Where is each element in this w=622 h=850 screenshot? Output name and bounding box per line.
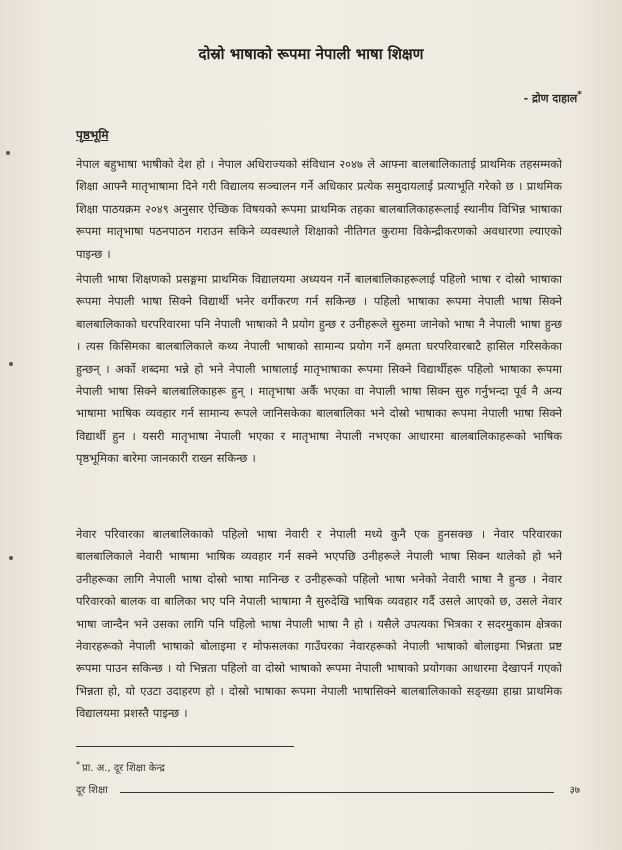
footnote-divider [76, 746, 294, 747]
binding-hole-bottom [9, 556, 13, 560]
footer-rule [120, 792, 554, 793]
page-footer [76, 782, 580, 798]
binding-hole-middle [9, 362, 13, 366]
document-title: दोस्रो भाषाको रूपमा नेपाली भाषा शिक्षण [198, 45, 424, 63]
footer-journal-name: दूर शिक्षा [76, 785, 108, 796]
paragraph-3: नेवार परिवारका बालबालिकाको पहिलो भाषा नेवारी र नेपाली मध्ये कुनै एक हुनसक्छ । नेवार परिवारका बालबालिकाले नेवारी भाषामा भाषिक व्यवहार गर्न सक्ने भएपछि उनीहरूले नेपाली भाषा सिक्न थालेको हो भने उनीहरूका लागि नेपाली भाषा दोस्रो भाषा मानिन्छ र उनीहरूको पहिलो भाषा भनेको नेवारी भाषा नै हुन्छ । नेवार परिवारको बालक वा बालिका भए पनि नेपाली भाषामा नै सुरुदेखि भाषिक व्यवहार गर्दै उसले आएको छ, उसले नेवार भाषा जान्दैन भने उसका लागि पनि पहिलो भाषा नेपाली भाषा नै हो । यसैले उपत्यका भित्रका र सदरमुकाम क्षेत्रका नेवारहरूको नेपाली भाषाको बोलाइमा र मोफसलका गाउँघरका नेवारहरूको नेपाली भाषाको बोलाइमा भिन्नता प्रष्ट रूपमा पाउन सकिन्छ । यो भिन्नता पहिलो वा दोस्रो भाषाको रूपमा नेपाली भाषाको प्रयोगका आधारमा देखापर्न गएको भिन्नता हो, यो एउटा उदाहरण हो । दोस्रो भाषाका रूपमा नेपाली भाषासिक्ने बालबालिकाको सङ्ख्या हाम्रा प्राथमिक विद्यालयमा प्रशस्तै पाइन्छ । [76, 527, 562, 721]
section-heading: पृष्ठभूमि [76, 128, 109, 142]
author-name: - द्रोण दाहाल [523, 92, 578, 105]
footnote-text: प्रा. अ., दूर शिक्षा केन्द्र [82, 763, 165, 774]
footnote-mark: * [76, 760, 80, 769]
paragraph-1: नेपाल बहुभाषा भाषीको देश हो । नेपाल अधिराज्यको संविधान २०४७ ले आफ्ना बालबालिकाताई प्राथमिक तहसम्मको शिक्षा आफ्नै मातृभाषामा दिने गरी विद्यालय सञ्चालन गर्ने अधिकार प्रत्येक समुदायलाई प्रत्याभूति गरेको छ । प्राथमिक शिक्षा पाठयक्रम २०४९ अनुसार ऐच्छिक विषयको रूपमा प्राथमिक तहका बालबालिकाहरूलाई स्थानीय विभिन्न भाषाका रूपमा मातृभाषा पठनपाठन गराउन सकिने व्यवस्थाले शिक्षाको नीतिगत कुरामा विकेन्द्रीकरणको अवधारणा ल्याएको पाइन्छ । [76, 157, 562, 261]
binding-hole-top [6, 151, 10, 155]
author-line [524, 91, 582, 106]
footnote [76, 760, 165, 774]
page-number: ३७ [569, 785, 580, 796]
author-footnote-mark: * [577, 90, 582, 100]
paragraph-2: नेपाली भाषा शिक्षणको प्रसङ्गमा प्राथमिक विद्यालयमा अध्ययन गर्ने बालबालिकाहरूलाई पहिलो भाषा र दोस्रो भाषाका रूपमा नेपाली भाषा सिक्ने विद्यार्थी भनेर वर्गीकरण गर्न सकिन्छ । पहिलो भाषाका रूपमा नेपाली भाषा सिक्ने बालबालिकाको घरपरिवारमा पनि नेपाली भाषाको नै प्रयोग हुन्छ र उनीहरूले सुरुमा जानेको भाषा नै नेपाली भाषा हुन्छ । त्यस किसिमका बालबालिकाले कथ्य नेपाली भाषाको सामान्य प्रयोग गर्ने क्षमता घरपरिवारबाटै हासिल गरिसकेका हुन्छन् । अर्को शब्दमा भन्ने हो भने नेपाली भाषालाई मातृभाषाका रूपमा सिक्ने विद्यार्थीहरू पहिलो भाषाका रूपमा नेपाली भाषा सिक्ने बालबालिकाहरू हुन् । मातृभाषा अर्कै भएका वा नेपाली भाषा सिक्न सुरु गर्नुभन्दा पूर्व नै अन्य भाषामा भाषिक व्यवहार गर्न सामान्य रूपले जानिसकेका बालबालिका भने दोस्रो भाषाका रूपमा नेपाली भाषा सिक्ने विद्यार्थी हुन । यसरी मातृभाषा नेपाली भएका र मातृभाषा नेपाली नभएका आधारमा बालबालिकाहरूको भाषिक पृष्ठभूमिका बारेमा जानकारी राख्न सकिन्छ । [76, 272, 562, 466]
